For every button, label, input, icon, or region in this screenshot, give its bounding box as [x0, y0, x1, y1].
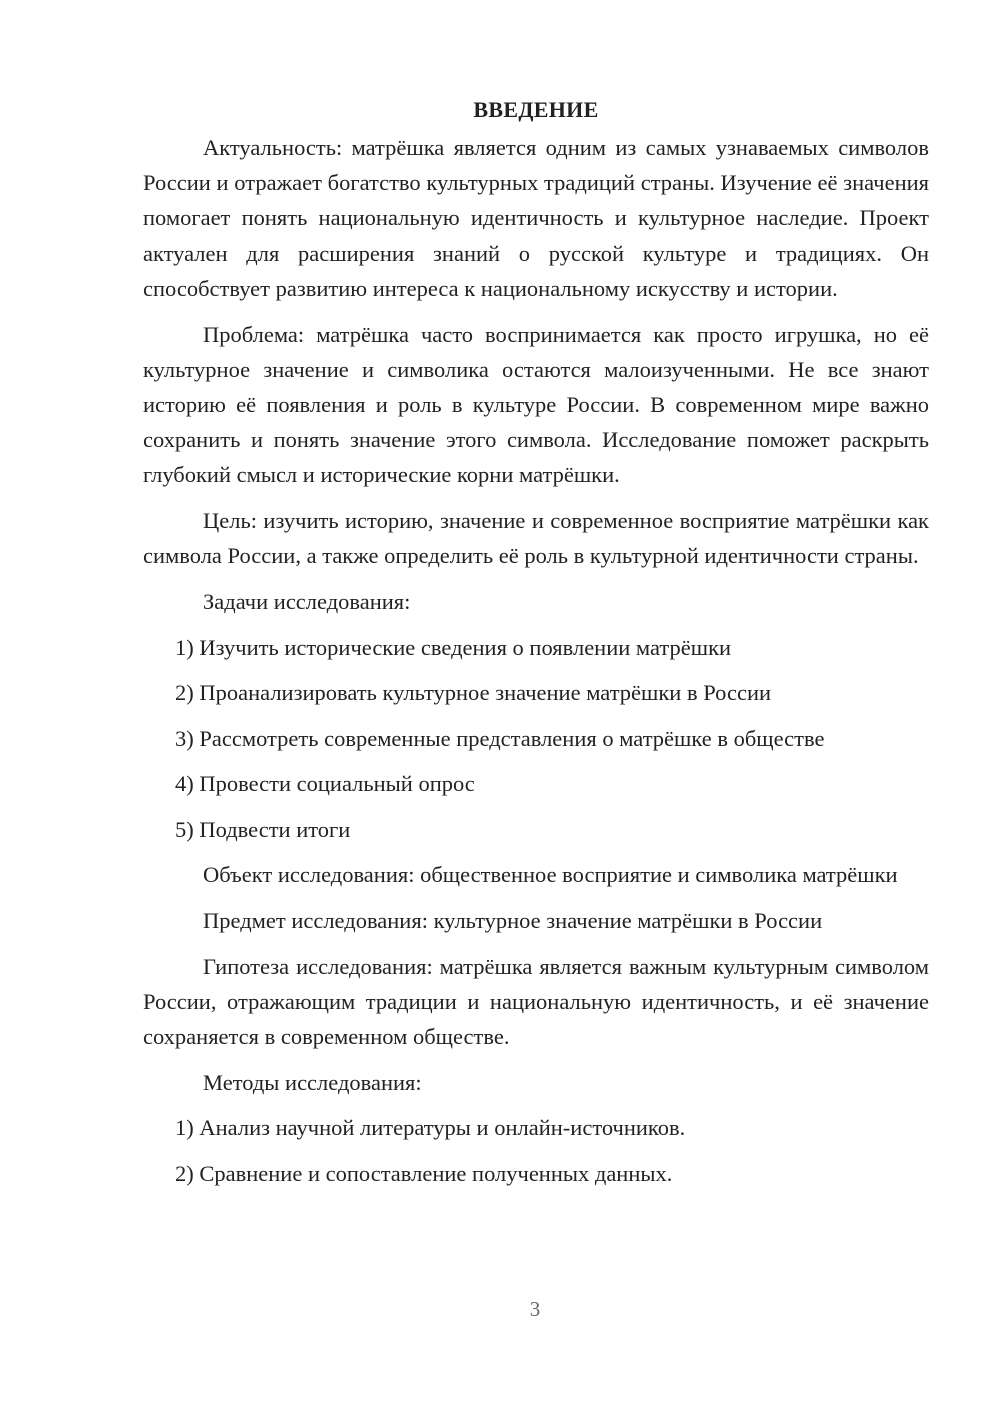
method-item: 2) Сравнение и сопоставление полученных данных. — [175, 1160, 673, 1186]
document-page — [143, 92, 929, 1201]
tasks-heading: Задачи исследования: — [203, 588, 411, 614]
hypothesis-paragraph: Гипотеза исследования: матрёшка является важным культурным символом России, отражающим традиции и национальную идентичность, и её значение сохраняется в современном обществе. — [143, 953, 929, 1049]
problem-paragraph: Проблема: матрёшка часто воспринимается как просто игрушка, но её культурное значение и символика остаются малоизученными. Не все знают историю её появления и роль в культуре России. В современном мире важно сохранить и понять значение этого символа. Исследование поможет раскрыть глубокий смысл и исторические корни матрёшки. — [143, 321, 929, 488]
object-paragraph: Объект исследования: общественное восприятие и символика матрёшки — [203, 862, 898, 888]
method-item: 1) Анализ научной литературы и онлайн-источников. — [175, 1115, 686, 1141]
task-item: 2) Проанализировать культурное значение матрёшки в России — [175, 680, 772, 706]
page-title: ВВЕДЕНИЕ — [473, 97, 599, 122]
task-item: 1) Изучить исторические сведения о появлении матрёшки — [175, 634, 732, 660]
goal-paragraph: Цель: изучить историю, значение и современное восприятие матрёшки как символа России, а также определить её роль в культурной идентичности страны. — [143, 508, 929, 569]
actuality-paragraph: Актуальность: матрёшка является одним из самых узнаваемых символов России и отражает богатство культурных традиций страны. Изучение её значения помогает понять национальную идентичность и культурное наследие. Проект актуален для расширения знаний о русской культуре и традициях. Он способствует развитию интереса к национальному искусству и истории. — [143, 135, 929, 301]
page-number: 3 — [529, 1297, 541, 1321]
task-item: 5) Подвести итоги — [175, 816, 351, 842]
methods-heading: Методы исследования: — [203, 1069, 422, 1095]
task-item: 3) Рассмотреть современные представления о матрёшке в обществе — [175, 725, 825, 751]
subject-paragraph: Предмет исследования: культурное значение матрёшки в России — [203, 907, 823, 933]
task-item: 4) Провести социальный опрос — [175, 771, 475, 797]
